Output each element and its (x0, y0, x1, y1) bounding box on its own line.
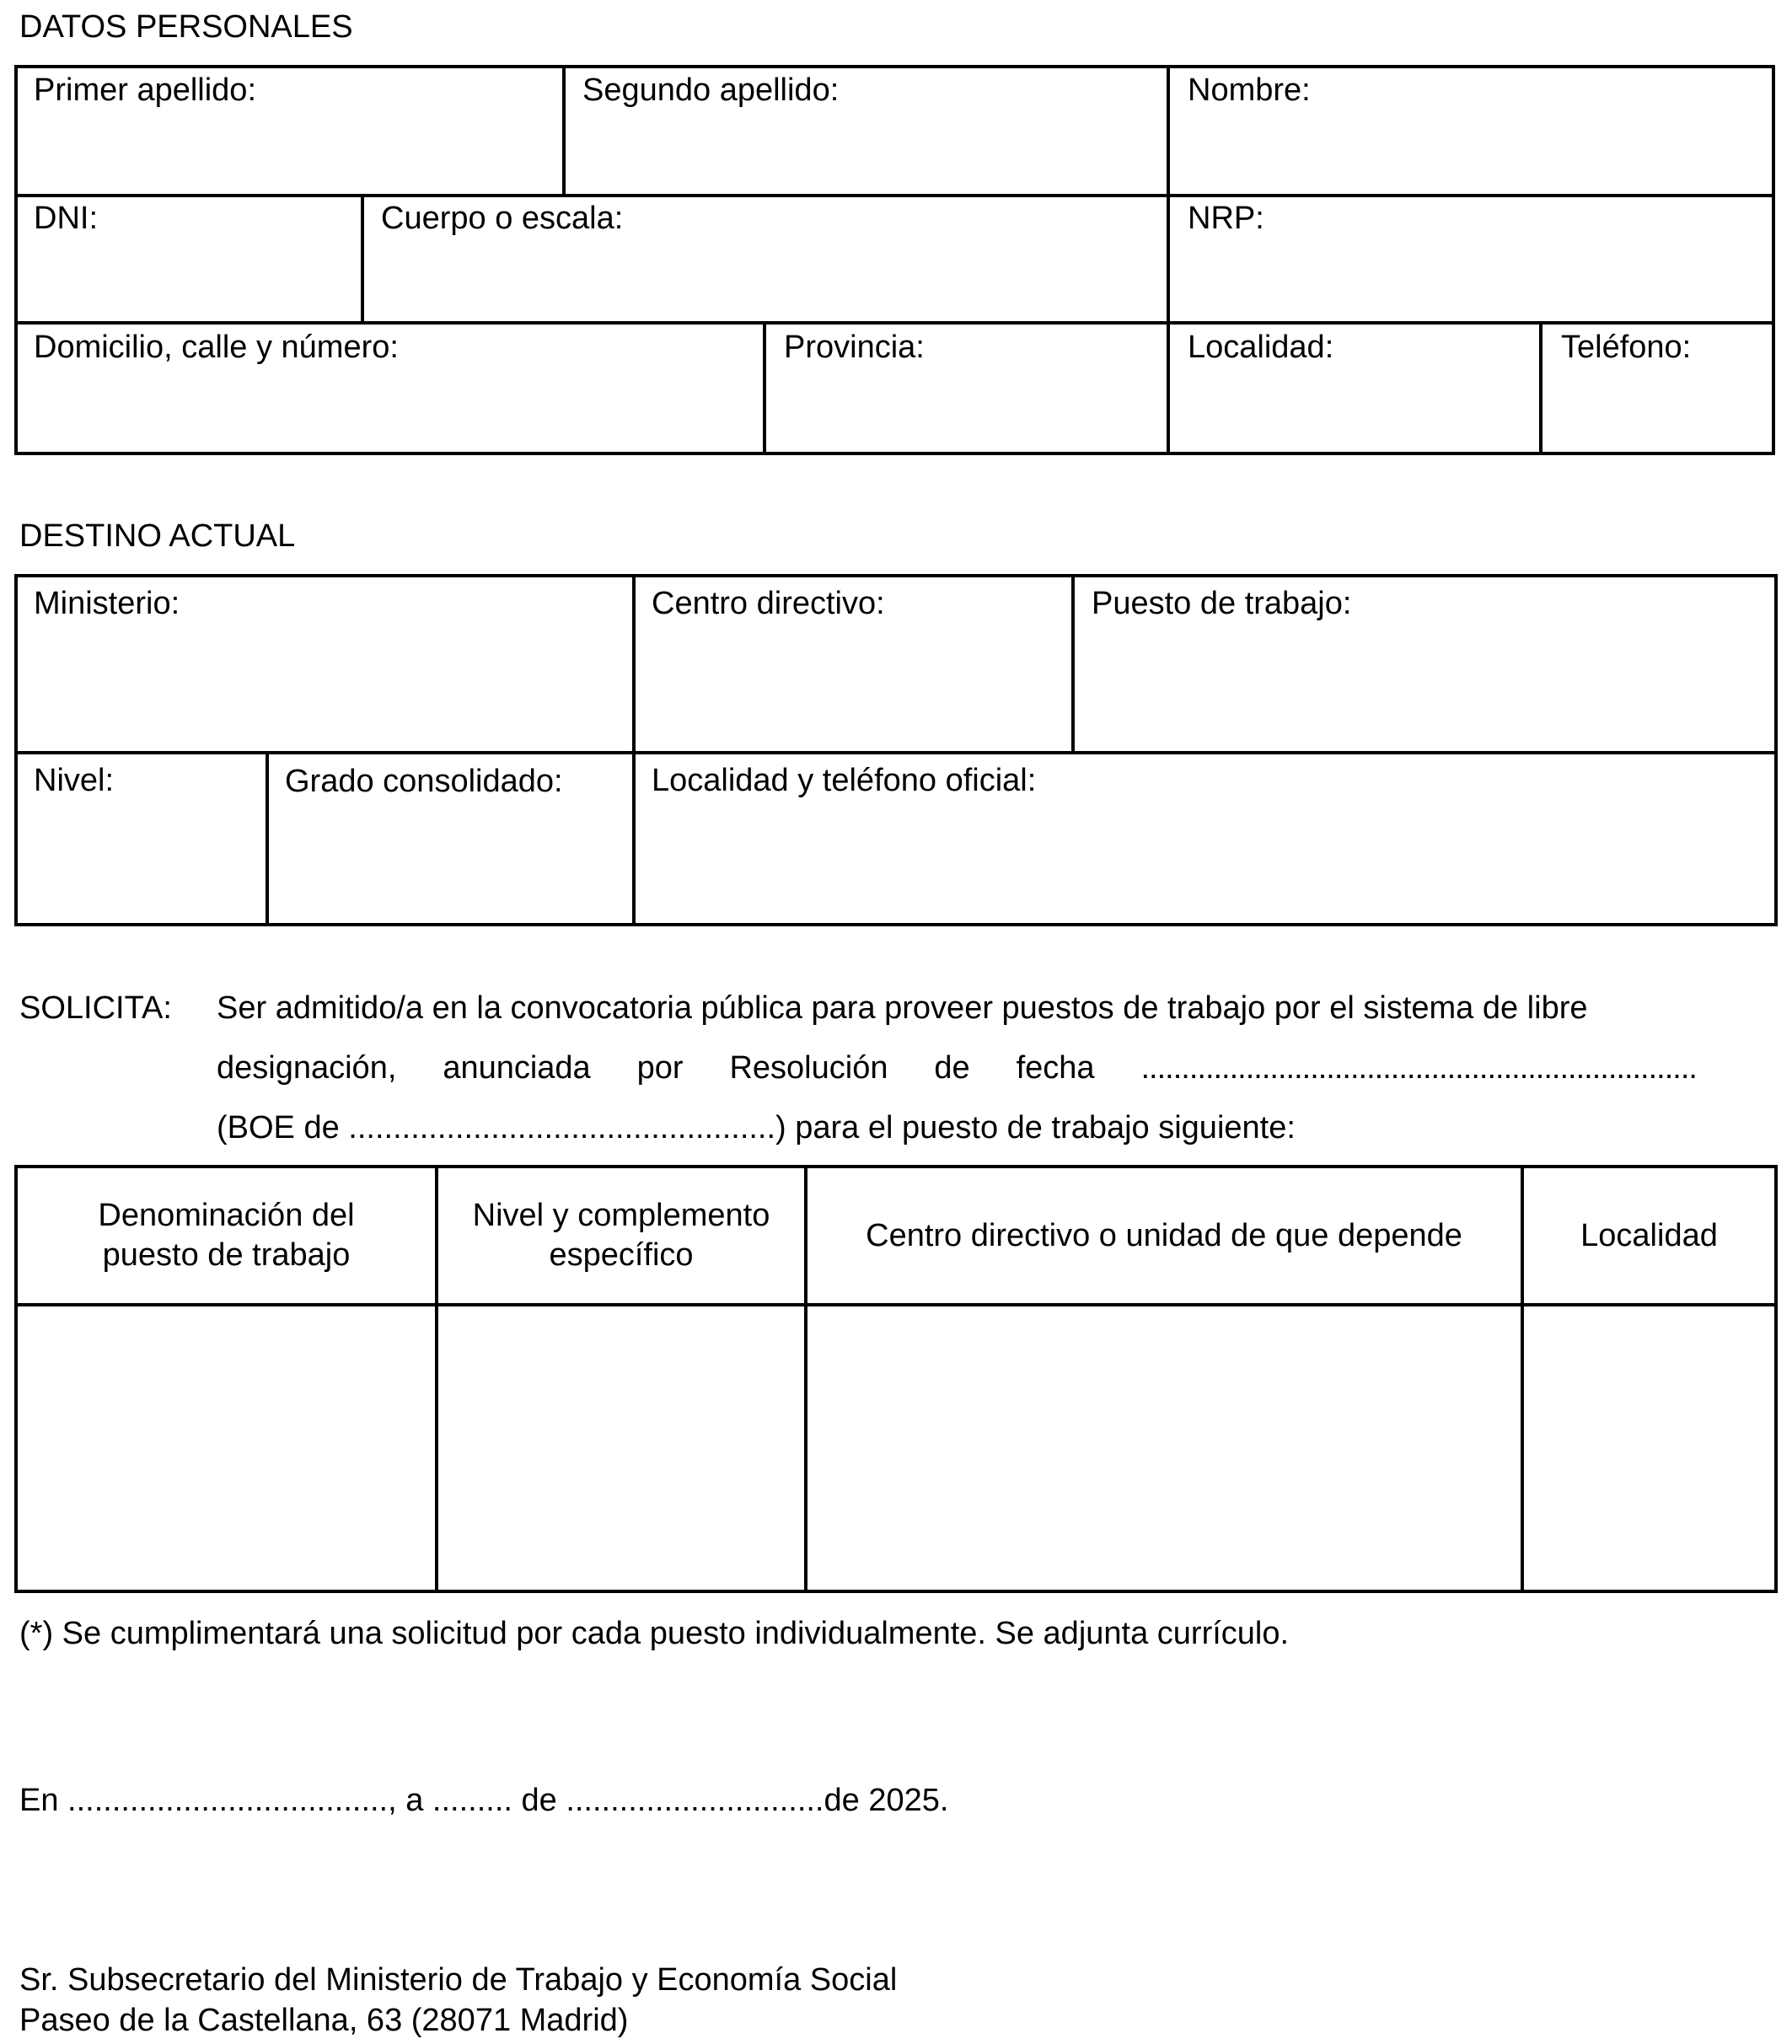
field-label: Puesto de trabajo: (1092, 586, 1352, 621)
field-label: Primer apellido: (34, 72, 256, 108)
header-text: Localidad (1580, 1217, 1718, 1253)
solicita-line-3: (BOE de ................................................) para el puesto de trabajo siguiente: (217, 1110, 1296, 1145)
nivel-complemento-input[interactable] (447, 1315, 797, 1580)
table-header-centro-directivo (807, 1168, 1521, 1303)
solicita-word: fecha (1016, 1050, 1095, 1086)
puesto-trabajo-input[interactable] (1092, 641, 1757, 725)
column-divider (1539, 321, 1543, 455)
field-label: Nivel: (34, 763, 115, 798)
field-label: Grado consolidado: (285, 764, 563, 799)
field-label: Cuerpo o escala: (381, 201, 624, 236)
field-label: Ministerio: (34, 586, 180, 621)
solicita-line-2 (217, 1052, 1697, 1084)
section-heading-destino-actual: DESTINO ACTUAL (19, 518, 296, 554)
header-divider (14, 1303, 1778, 1306)
nivel-input[interactable] (34, 818, 249, 902)
column-divider (1071, 574, 1075, 753)
field-label: Localidad: (1188, 330, 1334, 365)
field-label: Domicilio, calle y número: (34, 330, 399, 365)
field-label: DNI: (34, 201, 98, 236)
row-divider (14, 194, 1775, 197)
solicita-line-1: Ser admitido/a en la convocatoria pública para proveer puestos de trabajo por el sistema de libre (217, 990, 1588, 1026)
field-label: Teléfono: (1561, 330, 1692, 365)
row-divider (14, 751, 1778, 754)
solicita-label: SOLICITA: (19, 990, 172, 1026)
domicilio-input[interactable] (34, 384, 746, 434)
header-text: Centro directivo o unidad de que depende (866, 1217, 1462, 1253)
column-divider (632, 574, 636, 926)
section-heading-datos-personales: DATOS PERSONALES (19, 9, 353, 45)
field-label: Provincia: (784, 330, 925, 365)
resolucion-fecha-blank[interactable]: ..................................................................... (1140, 1050, 1697, 1086)
telefono-input[interactable] (1561, 384, 1759, 434)
denominacion-input[interactable] (25, 1315, 428, 1580)
dni-input[interactable] (34, 253, 346, 303)
localidad-input[interactable] (1188, 384, 1525, 434)
field-label: NRP: (1188, 201, 1264, 236)
date-line: En ...................................., a ......... de .............................de 2025. (19, 1783, 949, 1818)
solicita-word: designación, (217, 1050, 397, 1086)
table-header-nivel-complemento (438, 1168, 804, 1303)
cuerpo-escala-input[interactable] (381, 253, 1148, 303)
nrp-input[interactable] (1188, 253, 1752, 303)
centro-directivo-input[interactable] (652, 641, 1056, 725)
addressee-line-1: Sr. Subsecretario del Ministerio de Trabajo y Economía Social (19, 1962, 898, 1998)
column-divider (763, 321, 766, 455)
grado-consolidado-input[interactable] (285, 818, 618, 902)
field-label: Segundo apellido: (582, 72, 840, 108)
column-divider (361, 194, 364, 323)
centro-directivo-unidad-input[interactable] (816, 1315, 1512, 1580)
column-divider (1167, 65, 1170, 455)
addressee-line-2: Paseo de la Castellana, 63 (28071 Madrid) (19, 2003, 629, 2038)
nombre-input[interactable] (1188, 126, 1752, 177)
header-text: Nivel y complemento específico (472, 1198, 770, 1273)
solicita-word: anunciada (443, 1050, 591, 1086)
field-label: Nombre: (1188, 72, 1311, 108)
segundo-apellido-input[interactable] (582, 126, 1147, 177)
column-divider (562, 65, 566, 196)
table-header-localidad (1524, 1168, 1774, 1303)
row-divider (14, 321, 1775, 325)
provincia-input[interactable] (784, 384, 1151, 434)
localidad-puesto-input[interactable] (1532, 1315, 1767, 1580)
column-divider (266, 751, 269, 926)
solicita-word: Resolución (729, 1050, 888, 1086)
header-text: Denominación del puesto de trabajo (98, 1198, 355, 1273)
solicita-word: por (636, 1050, 684, 1086)
localidad-telefono-oficial-input[interactable] (652, 818, 1756, 902)
footnote: (*) Se cumplimentará una solicitud por cada puesto individualmente. Se adjunta currículo. (19, 1616, 1290, 1651)
field-label: Centro directivo: (652, 586, 885, 621)
field-label: Localidad y teléfono oficial: (652, 763, 1037, 798)
ministerio-input[interactable] (34, 641, 615, 725)
primer-apellido-input[interactable] (34, 126, 548, 177)
table-header-denominacion (18, 1168, 435, 1303)
solicita-word: de (934, 1050, 970, 1086)
